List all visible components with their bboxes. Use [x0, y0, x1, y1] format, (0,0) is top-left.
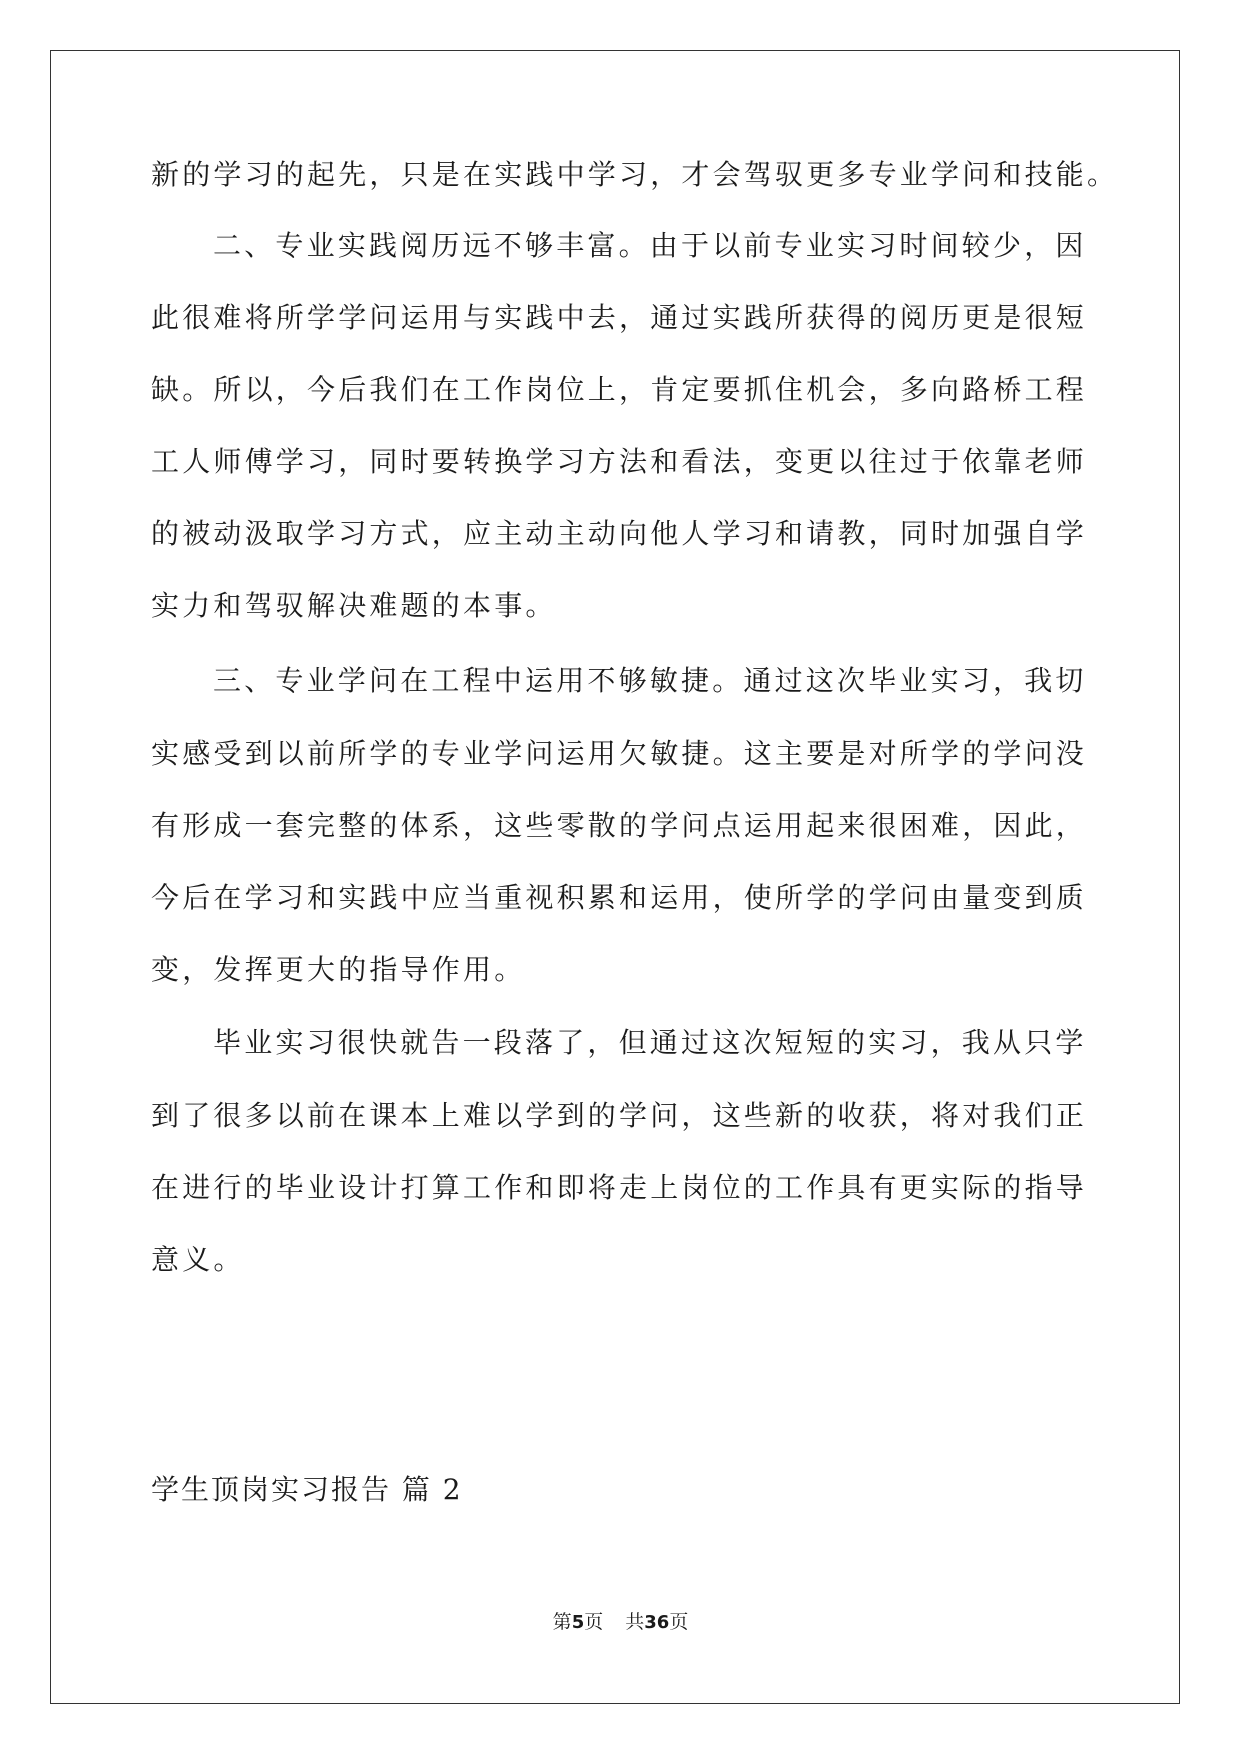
page-footer	[0, 1610, 1241, 1635]
section-heading: 学生顶岗实习报告 篇 2	[151, 1473, 463, 1506]
paragraph-4-line-1: 毕业实习很快就告一段落了，但通过这次短短的实习，我从只学	[213, 1026, 1087, 1059]
page-number: 5	[571, 1612, 585, 1633]
body-line-6: 的被动汲取学习方式，应主动主动向他人学习和请教，同时加强自学	[151, 517, 1088, 550]
body-line-9: 实感受到以前所学的专业学问运用欠敏捷。这主要是对所学的学问没	[151, 737, 1088, 770]
total-suffix: 页	[669, 1611, 689, 1633]
page-prefix: 第	[552, 1611, 572, 1633]
total-prefix: 共	[625, 1611, 645, 1633]
body-line-4: 缺。所以，今后我们在工作岗位上，肯定要抓住机会，多向路桥工程	[151, 373, 1088, 406]
body-line-15: 在进行的毕业设计打算工作和即将走上岗位的工作具有更实际的指导	[151, 1171, 1088, 1204]
paragraph-2-line-1: 二、专业实践阅历远不够丰富。由于以前专业实习时间较少，因	[213, 229, 1087, 262]
total-pages: 36	[644, 1612, 670, 1633]
page-border	[50, 50, 1180, 1704]
page-suffix: 页	[584, 1611, 604, 1633]
body-line-10: 有形成一套完整的体系，这些零散的学问点运用起来很困难，因此，	[151, 809, 1088, 842]
body-line-1: 新的学习的起先，只是在实践中学习，才会驾驭更多专业学问和技能。	[151, 158, 1119, 191]
body-line-16: 意义。	[151, 1243, 245, 1276]
body-line-12: 变，发挥更大的指导作用。	[151, 953, 526, 986]
body-line-7: 实力和驾驭解决难题的本事。	[151, 589, 557, 622]
paragraph-3-line-1: 三、专业学问在工程中运用不够敏捷。通过这次毕业实习，我切	[213, 664, 1087, 697]
body-line-14: 到了很多以前在课本上难以学到的学问，这些新的收获，将对我们正	[151, 1099, 1088, 1132]
body-line-5: 工人师傅学习，同时要转换学习方法和看法，变更以往过于依靠老师	[151, 445, 1088, 478]
body-line-11: 今后在学习和实践中应当重视积累和运用，使所学的学问由量变到质	[151, 881, 1088, 914]
body-line-3: 此很难将所学学问运用与实践中去，通过实践所获得的阅历更是很短	[151, 301, 1088, 334]
